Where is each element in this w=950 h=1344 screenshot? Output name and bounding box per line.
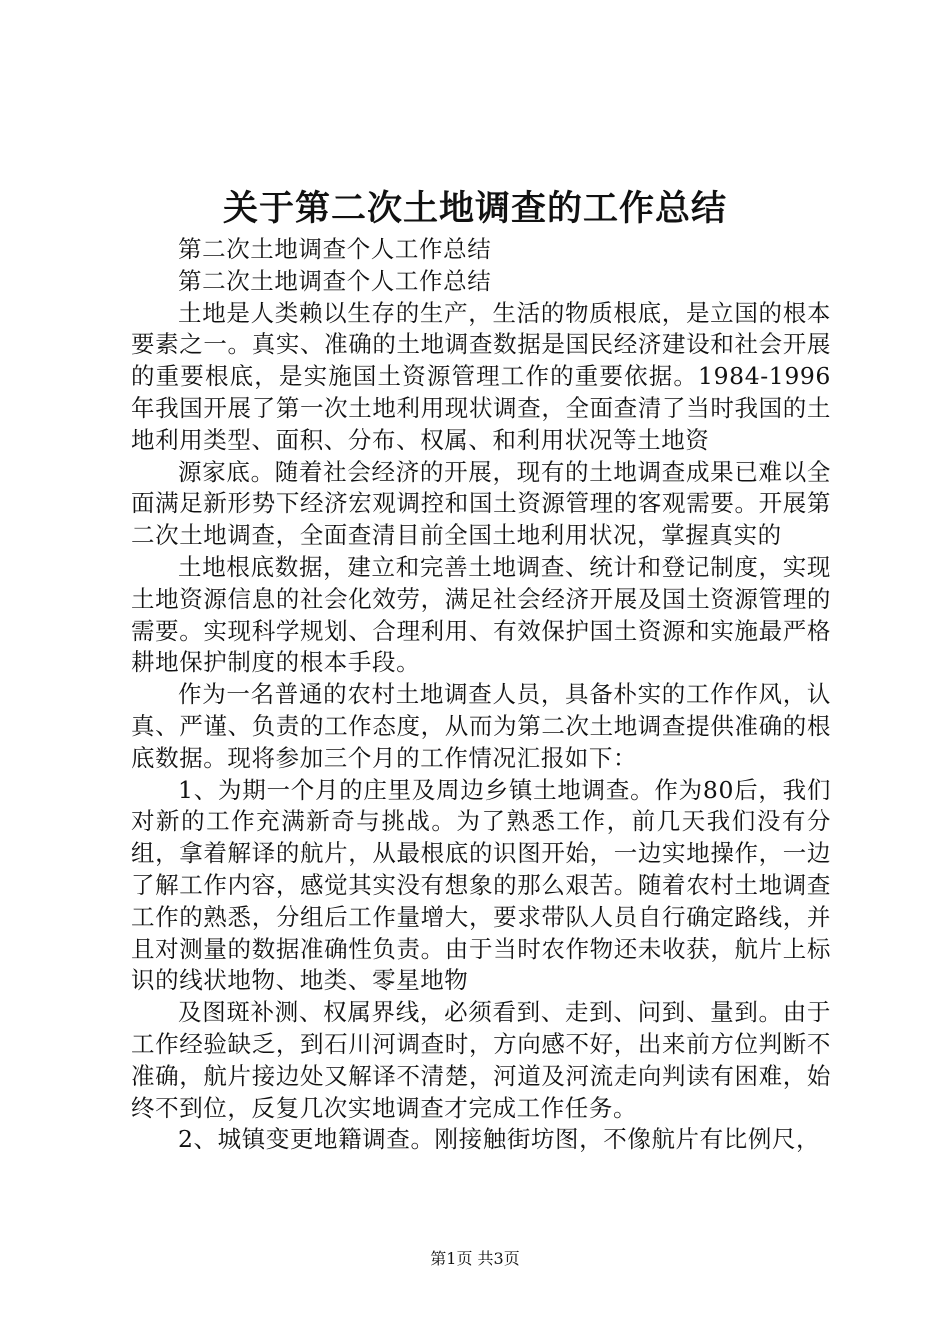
paragraph-item-1: 1、为期一个月的庄里及周边乡镇土地调查。作为80后，我们对新的工作充满新奇与挑战。为了熟悉工作，前几天我们没有分组，拿着解译的航片，从最根底的识图开始，一边实地操作，一边了解工作内容，感觉其实没有想象的那么艰苦。随着农村土地调查工作的熟悉，分组后工作量增大，要求带队人员自行确定路线，并且对测量的数据准确性负责。由于当时农作物还未收获，航片上标识的线状地物、地类、零星地物 [131,775,831,995]
paragraph-subtitle-2: 第二次土地调查个人工作总结 [178,266,492,295]
paragraph-role: 作为一名普通的农村土地调查人员，具备朴实的工作作风，认真、严谨、负责的工作态度，从而为第二次土地调查提供准确的根底数据。现将参加三个月的工作情况汇报如下： [131,680,831,772]
paragraph-item-2: 2、城镇变更地籍调查。刚接触街坊图，不像航片有比例尺， [178,1125,821,1154]
document-title: 关于第二次土地调查的工作总结 [222,188,727,229]
paragraph-background: 源家底。随着社会经济的开展，现有的土地调查成果已难以全面满足新形势下经济宏观调控和国土资源管理的客观需要。开展第二次土地调查，全面查清目前全国土地利用状况，掌握真实的 [131,457,831,550]
paragraph-subtitle-1: 第二次土地调查个人工作总结 [178,235,492,263]
paragraph-item-1-continued: 及图斑补测、权属界线，必须看到、走到、问到、量到。由于工作经验缺乏，到石川河调查时，方向感不好，出来前方位判断不准确，航片接边处又解译不清楚，河道及河流走向判读有困难，始终不到位，反复几次实地调查才完成工作任务。 [131,998,831,1122]
document-body [131,234,831,1156]
page-number-footer: 第1页 共3页 [430,1249,520,1268]
paragraph-purpose: 土地根底数据，建立和完善土地调查、统计和登记制度，实现土地资源信息的社会化效劳，满足社会经济开展及国土资源管理的需要。实现科学规划、合理利用、有效保护国土资源和实施最严格耕地保护制度的根本手段。 [131,552,831,677]
paragraph-intro: 土地是人类赖以生存的生产，生活的物质根底，是立国的根本要素之一。真实、准确的土地调查数据是国民经济建设和社会开展的重要根底，是实施国土资源管理工作的重要依据。1984-1996年我国开展了第一次土地利用现状调查，全面查清了当时我国的土地利用类型、面积、分布、权属、和利用状况等土地资 [131,298,831,454]
